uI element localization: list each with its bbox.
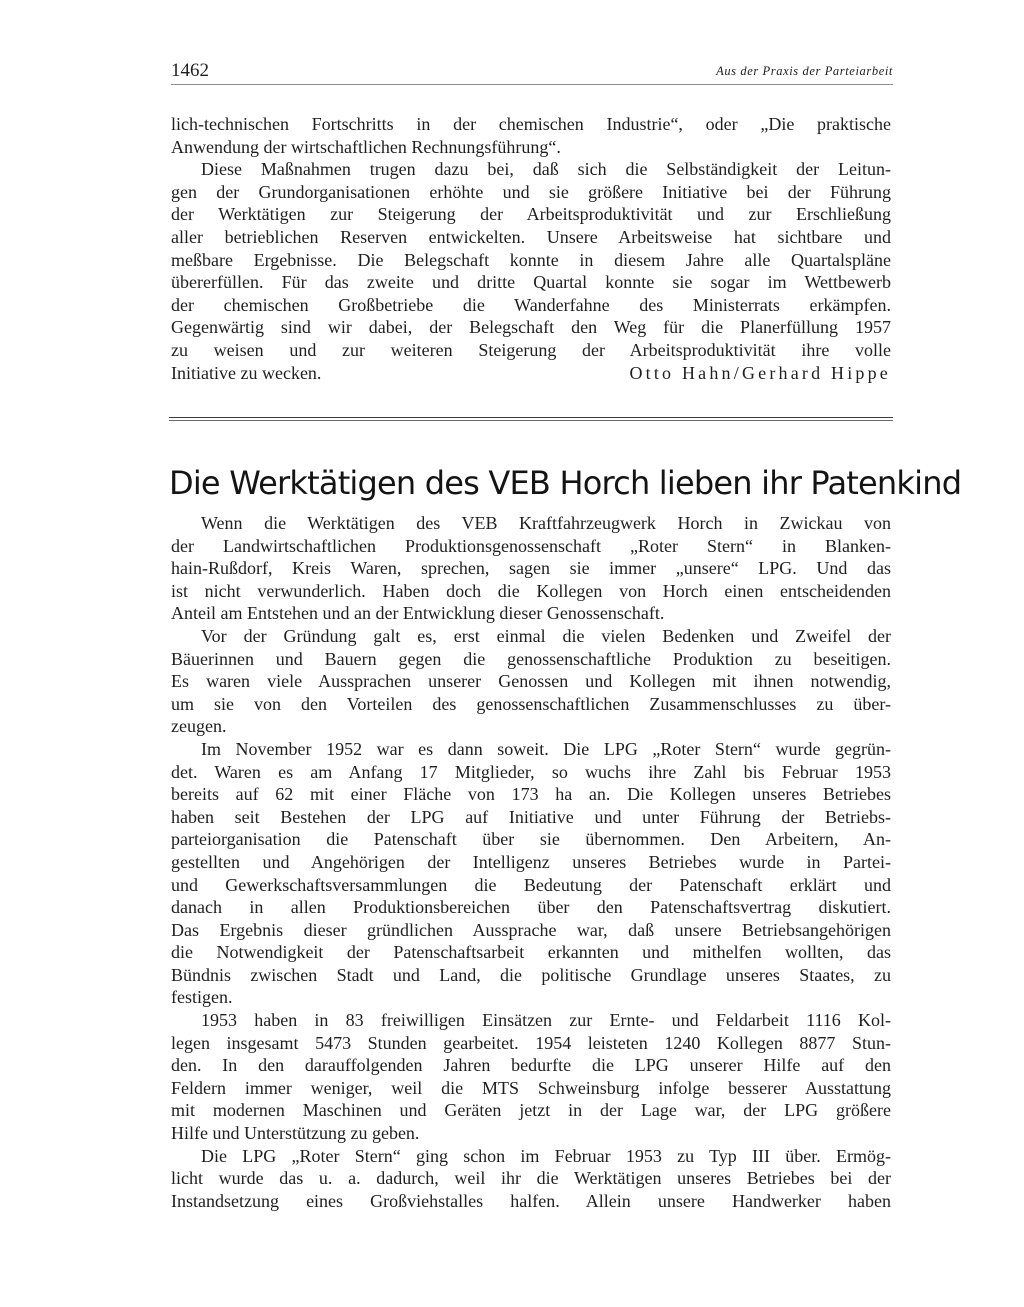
text-line: haben seit Bestehen der LPG auf Initiative und unter Führung der Betriebs- (171, 806, 891, 827)
text-line: Die LPG „Roter Stern“ ging schon im Februar 1953 zu Typ III über. Ermög- (201, 1145, 891, 1166)
text-line: licht wurde das u. a. dadurch, weil ihr die Werktätigen unseres Betriebes bei der (171, 1168, 891, 1189)
text-line: Feldern immer weniger, weil die MTS Schweinsburg infolge besserer Ausstattung (171, 1077, 891, 1098)
previous-article-ending (171, 113, 891, 384)
text-line: Gegenwärtig sind wir dabei, der Belegschaft den Weg für die Planerfüllung 1957 (171, 317, 891, 338)
text-line: Das Ergebnis dieser gründlichen Aussprache war, daß unsere Betriebsangehörigen (171, 919, 891, 940)
text-line: legen insgesamt 5473 Stunden gearbeitet. 1954 leisteten 1240 Kollegen 8877 Stun- (171, 1032, 891, 1053)
text-line: der Landwirtschaftlichen Produktionsgenossenschaft „Roter Stern“ in Blanken- (171, 535, 891, 556)
running-title: Aus der Praxis der Parteiarbeit (716, 64, 893, 78)
text-line: Vor der Gründung galt es, erst einmal die vielen Bedenken und Zweifel der (201, 625, 891, 646)
text-line: den. In den darauffolgenden Jahren bedurfte die LPG unserer Hilfe auf den (171, 1055, 891, 1076)
text-line: Anteil am Entstehen und an der Entwicklung dieser Genossenschaft. (171, 603, 665, 624)
text-line: übererfüllen. Für das zweite und dritte Quartal konnte sie sogar im Wettbewerb (171, 272, 891, 293)
text-line: Hilfe und Unterstützung zu geben. (171, 1123, 420, 1144)
article-headline: Die Werktätigen des VEB Horch lieben ihr Patenkind (169, 464, 962, 502)
text-line: Diese Maßnahmen trugen dazu bei, daß sich die Selbständigkeit der Leitun- (201, 159, 891, 180)
text-line: gestellten und Angehörigen der Intelligenz unseres Betriebes wurde in Partei- (171, 851, 891, 872)
text-line: der Werktätigen zur Steigerung der Arbeitsproduktivität und zur Erschließung (171, 204, 891, 225)
text-line: die Notwendigkeit der Patenschaftsarbeit erkannten und mithelfen wollten, das (171, 942, 891, 963)
closing-text: Initiative zu wecken. (171, 362, 322, 383)
article-body (171, 512, 891, 1212)
text-line: Bäuerinnen und Bauern gegen die genossenschaftliche Produktion zu beseitigen. (171, 648, 891, 669)
text-line: der chemischen Großbetriebe die Wanderfahne des Ministerrats erkämpfen. (171, 294, 891, 315)
page-number: 1462 (171, 60, 209, 81)
text-line: um sie von den Vorteilen des genossenschaftlichen Zusammenschlusses zu über- (171, 693, 891, 714)
text-line: lich-technischen Fortschritts in der chemischen Industrie“, oder „Die praktische (171, 114, 891, 134)
text-line: zeugen. (171, 716, 227, 737)
text-line: festigen. (171, 987, 233, 1008)
text-line: Es waren viele Aussprachen unserer Genossen und Kollegen mit ihnen notwendig, (171, 671, 891, 692)
text-line: det. Waren es am Anfang 17 Mitglieder, so wuchs ihre Zahl bis Februar 1953 (171, 761, 891, 782)
text-line: gen der Grundorganisationen erhöhte und sie größere Initiative bei der Führung (171, 181, 891, 202)
text-line: parteiorganisation die Patenschaft über sie übernommen. Den Arbeitern, An- (171, 829, 891, 850)
page-header (171, 58, 893, 85)
text-line: Anwendung der wirtschaftlichen Rechnungsführung“. (171, 136, 561, 157)
text-line: 1953 haben in 83 freiwilligen Einsätzen zur Ernte- und Feldarbeit 1116 Kol- (201, 1010, 891, 1031)
text-line: ist nicht verwunderlich. Haben doch die Kollegen von Horch einen entscheidenden (171, 580, 891, 601)
text-line: Wenn die Werktätigen des VEB Kraftfahrzeugwerk Horch in Zwickau von (201, 513, 891, 533)
text-line: bereits auf 62 mit einer Fläche von 173 ha an. Die Kollegen unseres Betriebes (171, 784, 891, 805)
text-line: danach in allen Produktionsbereichen über den Patenschaftsvertrag diskutiert. (171, 897, 891, 918)
text-line: Im November 1952 war es dann soweit. Die LPG „Roter Stern“ wurde gegrün- (201, 738, 891, 759)
text-line: Bündnis zwischen Stadt und Land, die politische Grundlage unseres Staates, zu (171, 964, 891, 985)
text-line: Instandsetzung eines Großviehstalles halfen. Allein unsere Handwerker haben (171, 1190, 891, 1211)
author-signature: Otto Hahn/Gerhard Hippe (629, 362, 891, 383)
text-line: aller betrieblichen Reserven entwickelten. Unsere Arbeitsweise hat sichtbare und (171, 226, 891, 247)
closing-line (171, 362, 891, 385)
text-line: und Gewerkschaftsversammlungen die Bedeutung der Patenschaft erklärt und (171, 874, 891, 895)
text-line: hain-Rußdorf, Kreis Waren, sprechen, sagen sie immer „unsere“ LPG. Und das (171, 558, 891, 579)
text-line: zu weisen und zur weiteren Steigerung der Arbeitsproduktivität ihre volle (171, 339, 891, 360)
text-line: meßbare Ergebnisse. Die Belegschaft konnte in diesem Jahre alle Quartalspläne (171, 249, 891, 270)
text-line: mit modernen Maschinen und Geräten jetzt in der Lage war, der LPG größere (171, 1100, 891, 1121)
article-separator (169, 417, 893, 421)
